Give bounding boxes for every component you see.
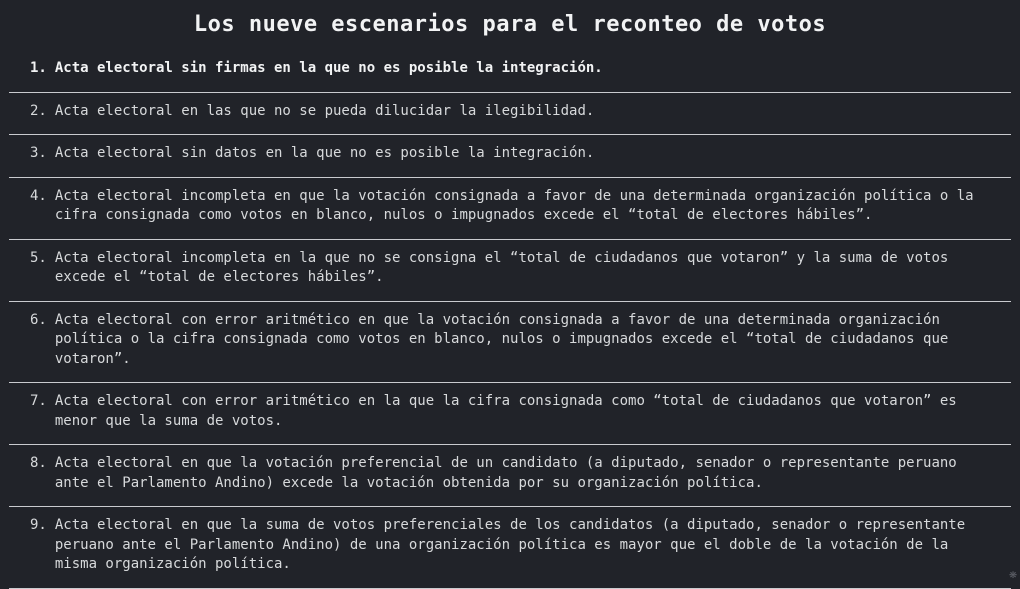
item-text: Acta electoral sin firmas en la que no es posible la integración.: [54, 60, 603, 76]
item-number: 5.: [30, 249, 47, 266]
item-text: Acta electoral en las que no se pueda dilucidar la ilegibilidad.: [54, 102, 595, 119]
item-number: 1.: [30, 60, 47, 76]
list-item: [9, 302, 1011, 384]
list-item: [9, 240, 1011, 302]
item-number: 4.: [30, 187, 47, 204]
list-item: [9, 178, 1011, 240]
list-item: [9, 135, 1011, 178]
list-item-row: [30, 59, 990, 79]
item-text: Acta electoral incompleta en la que no se consigna el “total de ciudadanos que votaron” y la suma de votos excede el “total de electores hábiles”.: [54, 249, 949, 285]
item-text: Acta electoral con error aritmético en que la votación consignada a favor de una determinada organización política o la cifra consignada como votos en blanco, nulos o impugnados excede el “total de ciudadanos que votaron”.: [54, 311, 949, 367]
list-item-row: [30, 187, 990, 226]
list-item-row: [30, 249, 990, 288]
list-item-row: [30, 516, 990, 575]
scenario-list: [9, 50, 1011, 589]
list-item: [9, 445, 1011, 507]
item-text: Acta electoral sin datos en la que no es posible la integración.: [54, 145, 595, 161]
item-text: Acta electoral incompleta en que la votación consignada a favor de una determinada organización política o la cifra consignada como votos en blanco, nulos o impugnados excede el “total de electores hábiles”.: [54, 187, 974, 223]
page-title: Los nueve escenarios para el reconteo de votos: [193, 12, 827, 37]
list-item-row: [30, 311, 990, 370]
item-text: Acta electoral en que la votación preferencial de un candidato (a diputado, senador o representante peruano ante el Parlamento Andino) excede la votación obtenida por su organización política.: [54, 455, 957, 491]
list-item-row: [30, 454, 990, 493]
list-item: [9, 93, 1011, 136]
item-text: Acta electoral con error aritmético en la que la cifra consignada como “total de ciudadanos que votaron” es menor que la suma de votos.: [54, 393, 957, 429]
item-number: 3.: [30, 145, 47, 161]
item-number: 7.: [30, 393, 47, 409]
list-item: [9, 507, 1011, 589]
list-item-row: [30, 144, 990, 164]
item-number: 6.: [30, 311, 47, 328]
item-number: 2.: [30, 102, 47, 119]
item-text: Acta electoral en que la suma de votos preferenciales de los candidatos (a diputado, senador o representante peruano ante el Parlamento Andino) de una organización política es mayor que el doble de la votación de la misma organización política.: [54, 517, 966, 572]
list-item: [9, 50, 1011, 93]
list-item-row: [30, 392, 990, 431]
busy-spinner-icon: ❋: [1009, 567, 1017, 582]
list-item: [9, 383, 1011, 445]
item-number: 9.: [30, 517, 47, 533]
item-number: 8.: [30, 455, 47, 471]
list-item-row: [30, 102, 990, 122]
